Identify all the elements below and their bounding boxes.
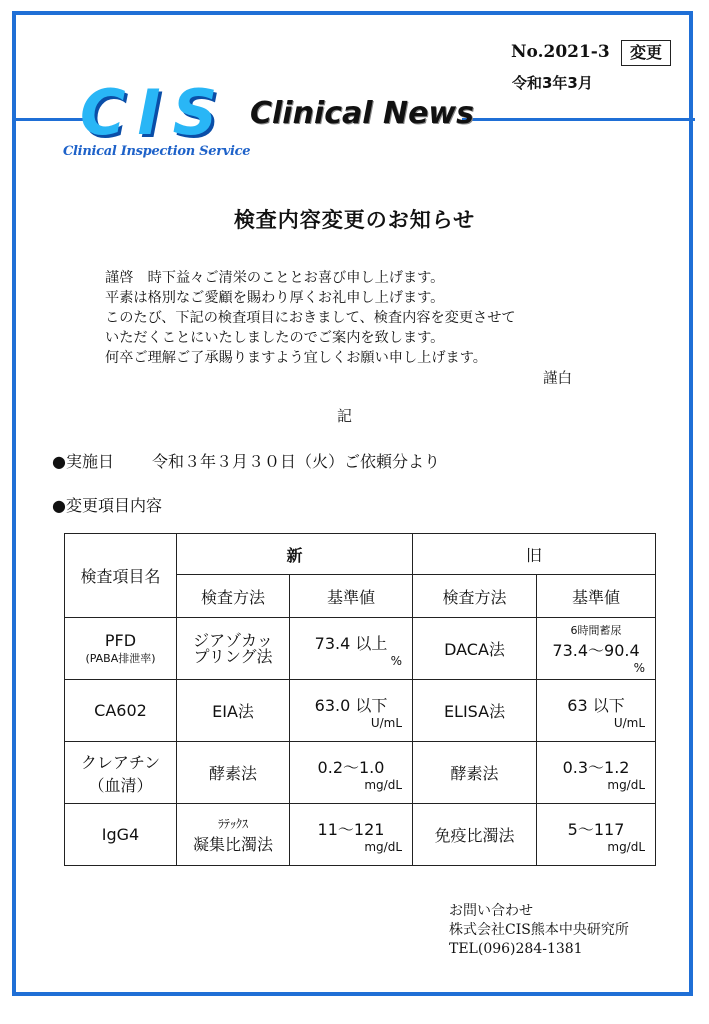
old-method-header: 検査方法 <box>413 575 537 618</box>
document-date: 令和3年3月 <box>512 74 593 92</box>
contact-company: 株式会社CIS熊本中央研究所 <box>449 922 629 938</box>
new-method-cell <box>177 618 290 680</box>
new-unit: mg/dL <box>364 778 403 792</box>
new-value: 63.0 以下 <box>314 696 388 715</box>
old-caption: 6時間蓄尿 <box>570 624 622 637</box>
table-row <box>65 680 656 742</box>
greeting-line: いただくことにいたしましたのでご案内を致します。 <box>105 330 445 346</box>
contact-phone: TEL(096)284-1381 <box>449 941 583 957</box>
old-ref-header: 基準値 <box>537 575 656 618</box>
new-method-prefix: ﾗﾃｯｸｽ <box>217 816 248 831</box>
old-value-cell <box>537 742 656 804</box>
old-unit: mg/dL <box>607 778 646 792</box>
new-method-cell <box>177 804 290 866</box>
contact-heading: お問い合わせ <box>449 903 533 919</box>
new-unit: mg/dL <box>364 840 403 854</box>
new-method-cell: EIA法 <box>177 680 290 742</box>
greeting-line: 平素は格別なご愛顧を賜わり厚くお礼申し上げます。 <box>105 290 445 306</box>
table-row <box>65 742 656 804</box>
implementation-date <box>52 449 440 472</box>
old-value: 5～117 <box>567 820 625 839</box>
old-unit: mg/dL <box>607 840 646 854</box>
change-items-heading: ●変更項目内容 <box>52 496 162 515</box>
cis-logo-subtitle: Clinical Inspection Service <box>63 144 251 159</box>
page-title: 検査内容変更のお知らせ <box>233 208 476 232</box>
old-value-cell <box>537 680 656 742</box>
item-subname: (PABA排泄率) <box>85 652 156 665</box>
item-subname: （血清） <box>88 775 153 795</box>
item-name-cell <box>65 742 177 804</box>
new-ref-header: 基準値 <box>290 575 413 618</box>
new-method: ジアゾカップリング法 <box>193 630 273 666</box>
new-value: 73.4 以上 <box>314 634 388 653</box>
change-items-table <box>64 533 656 866</box>
greeting-line: 謹啓 時下益々ご清栄のこととお喜び申し上げます。 <box>105 270 445 286</box>
newsletter-title: Clinical News <box>250 96 475 131</box>
greeting-line: このたび、下記の検査項目におきまして、検査内容を変更させて <box>105 310 516 326</box>
table-row <box>65 618 656 680</box>
old-method-cell: 免疫比濁法 <box>413 804 537 866</box>
old-value: 63 以下 <box>567 696 625 715</box>
cis-logo: CIS <box>80 76 230 149</box>
contact-block <box>449 902 629 959</box>
old-method-cell: ELISA法 <box>413 680 537 742</box>
new-value: 11～121 <box>317 820 385 839</box>
item-name: PFD <box>104 631 137 650</box>
implementation-value: 令和３年３月３０日（火）ご依頼分より <box>151 452 440 471</box>
header-rule-right <box>462 118 695 121</box>
old-value-cell <box>537 618 656 680</box>
old-value-cell <box>537 804 656 866</box>
ki-heading: 記 <box>337 407 353 425</box>
new-value-cell <box>290 804 413 866</box>
new-value: 0.2～1.0 <box>317 758 385 777</box>
closing-word: 謹白 <box>543 371 572 387</box>
new-value-cell <box>290 680 413 742</box>
new-method-header: 検査方法 <box>177 575 290 618</box>
new-unit: U/mL <box>370 716 403 730</box>
new-method-cell: 酵素法 <box>177 742 290 804</box>
new-header: 新 <box>177 534 413 575</box>
old-method-cell: 酵素法 <box>413 742 537 804</box>
implementation-label: ●実施日 <box>52 452 114 471</box>
new-unit: % <box>390 654 403 668</box>
old-unit: % <box>633 661 646 675</box>
old-value: 0.3～1.2 <box>562 758 630 777</box>
old-value: 73.4～90.4 <box>552 641 640 660</box>
change-badge: 変更 <box>621 40 671 66</box>
old-method-cell: DACA法 <box>413 618 537 680</box>
document-number: No.2021-3 <box>511 42 610 62</box>
item-name-cell: IgG4 <box>65 804 177 866</box>
new-method: 凝集比濁法 <box>192 834 273 854</box>
new-value-cell <box>290 618 413 680</box>
old-unit: U/mL <box>613 716 646 730</box>
new-value-cell <box>290 742 413 804</box>
table-row <box>65 804 656 866</box>
old-header: 旧 <box>413 534 656 575</box>
greeting-line: 何卒ご理解ご了承賜りますよう宜しくお願い申し上げます。 <box>105 350 487 366</box>
greeting-paragraph <box>105 268 516 368</box>
item-name-cell <box>65 618 177 680</box>
item-name-cell: CA602 <box>65 680 177 742</box>
col-item-header: 検査項目名 <box>65 534 177 618</box>
item-name: クレアチン <box>80 752 161 772</box>
